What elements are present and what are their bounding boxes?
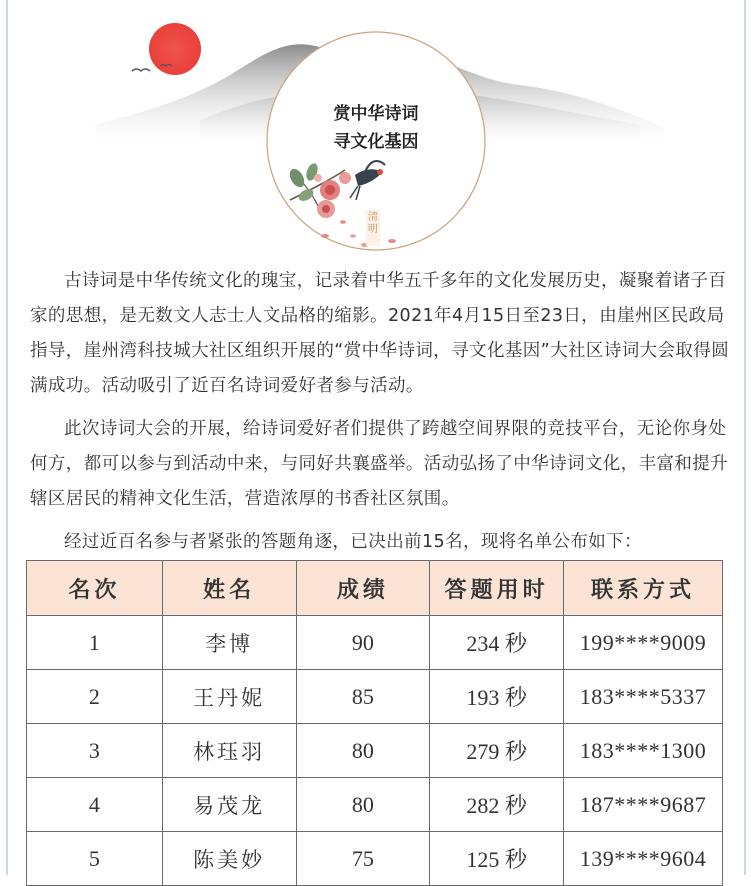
seal-text: 清明 [368,212,378,235]
cell-time: 125 秒 [430,832,564,886]
ranking-table-wrapper [26,560,723,886]
cell-name: 林珏羽 [162,724,296,778]
header-rank: 名次 [27,561,163,616]
paragraph: 经过近百名参与者紧张的答题角逐，已决出前15名，现将名单公布如下： [64,532,642,552]
ranking-table [26,560,723,886]
cell-rank: 3 [27,724,163,778]
banner-illustration [0,0,751,260]
cell-time: 193 秒 [430,670,564,724]
cell-contact: 183****1300 [564,724,723,778]
table-row [27,832,723,886]
cell-contact: 183****5337 [564,670,723,724]
table-row [27,778,723,832]
paragraph: 此次诗词大会的开展，给诗词爱好者们提供了跨越空间界限的竞技平台，无论你身处何方，都可以参与到活动中来，与同好共襄盛举。活动弘扬了中华诗词文化，丰富和提升辖区居民的精神文化生活，营造浓厚的书香社区氛围。 [30,419,729,509]
cell-contact: 139****9604 [564,832,723,886]
cell-time: 234 秒 [430,616,564,670]
cell-score: 75 [296,832,430,886]
cell-time: 279 秒 [430,724,564,778]
paragraph: 古诗词是中华传统文化的瑰宝，记录着中华五千多年的文化发展历史，凝聚着诸子百家的思想，是无数文人志士人文品格的缩影。2021年4月15日至23日，由崖州区民政局指导，崖州湾科技城大社区组织开展的“赏中华诗词，寻文化基因”大社区诗词大会取得圆满成功。活动吸引了近百名诗词爱好者参与活动。 [30,271,730,396]
badge-title [268,100,484,156]
cell-time: 282 秒 [430,778,564,832]
title-line-2: 寻文化基因 [333,132,419,152]
sun-icon [149,23,201,75]
cell-rank: 2 [27,670,163,724]
cell-contact: 187****9687 [564,778,723,832]
table-row [27,724,723,778]
table-row [27,616,723,670]
table-row [27,670,723,724]
cell-contact: 199****9009 [564,616,723,670]
cell-score: 85 [296,670,430,724]
cell-name: 李博 [162,616,296,670]
cell-score: 80 [296,724,430,778]
cell-name: 王丹妮 [162,670,296,724]
bird-icon [132,69,150,71]
table-header-row [27,561,723,616]
header-time: 答题用时 [430,561,564,616]
header-contact: 联系方式 [564,561,723,616]
cell-rank: 1 [27,616,163,670]
header-score: 成绩 [296,561,430,616]
header-name: 姓名 [162,561,296,616]
cell-score: 90 [296,616,430,670]
cell-name: 陈美妙 [162,832,296,886]
title-line-1: 赏中华诗词 [333,104,419,124]
cell-rank: 4 [27,778,163,832]
cell-rank: 5 [27,832,163,886]
cell-score: 80 [296,778,430,832]
cell-name: 易茂龙 [162,778,296,832]
article-body [30,264,730,568]
